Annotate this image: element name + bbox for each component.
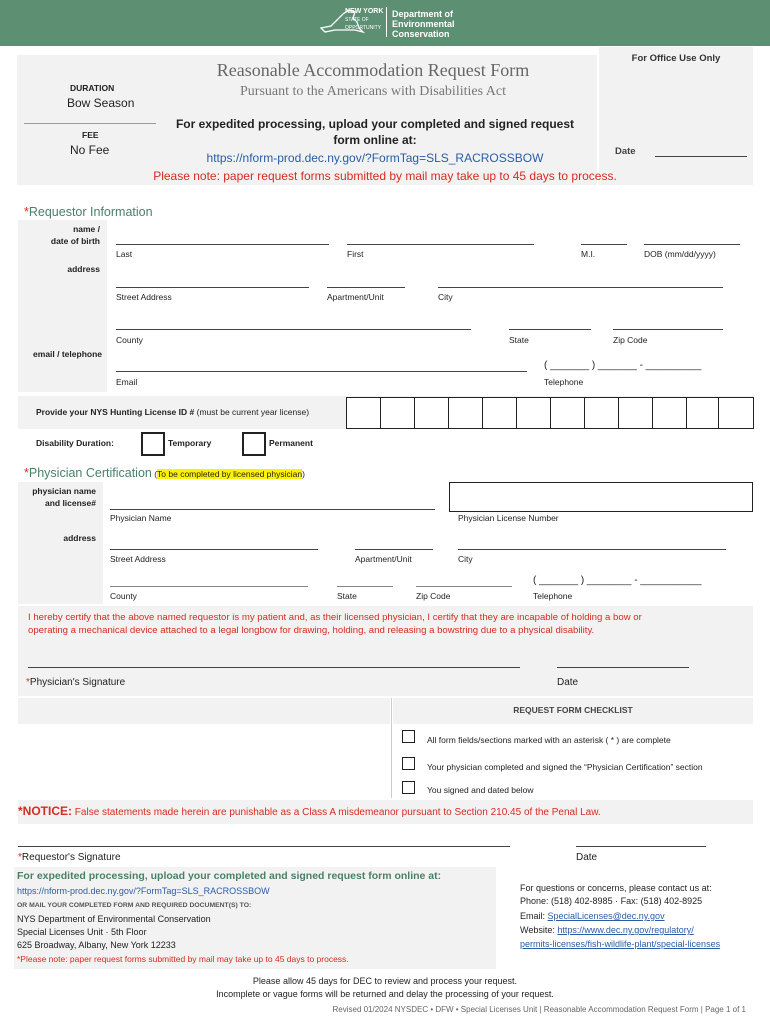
state-logo-text xyxy=(345,8,383,32)
physician-signature-field[interactable] xyxy=(28,667,520,668)
notice-label: NOTICE: xyxy=(22,804,73,818)
requestor-heading-text: Requestor Information xyxy=(28,205,153,219)
telephone-caption: Telephone xyxy=(544,377,584,387)
license-cell-divider xyxy=(652,397,653,428)
requestor-date-caption: Date xyxy=(576,852,598,863)
office-date-label: Date xyxy=(615,146,636,157)
state-line3: OPPORTUNITY xyxy=(345,25,382,31)
physician-heading: *Physician Certification (To be completed by licensed physician) xyxy=(24,466,305,480)
physician-county-caption: County xyxy=(110,591,137,601)
duration-label: DURATION xyxy=(70,83,115,93)
physician-city-caption: City xyxy=(458,554,473,564)
header-bar xyxy=(0,0,770,46)
license-cell-divider xyxy=(414,397,415,428)
footer-expedite: For expedited processing, upload your completed and signed request form online at: xyxy=(17,870,442,882)
last-caption: Last xyxy=(116,249,133,259)
physician-highlight-note: To be completed by licensed physician xyxy=(157,469,303,479)
duration-value: Bow Season xyxy=(67,96,135,110)
dept-line3: Conservation xyxy=(392,29,450,39)
license-prompt xyxy=(36,407,309,417)
dob-field[interactable] xyxy=(644,244,740,245)
dob-label: date of birth xyxy=(50,236,100,246)
notice-text: *NOTICE: False statements made herein are punishable as a Class A misdemeanor pursuant to Section 210.45 of the Penal Law. xyxy=(18,804,601,818)
first-caption: First xyxy=(347,249,364,259)
contact-email-label: Email: xyxy=(520,911,546,921)
physician-name-label: physician name xyxy=(32,486,96,496)
revision-footer: Revised 01/2024 NYSDEC • DFW • Special Licenses Unit | Reasonable Accommodation Request Form | Page 1 of 1 xyxy=(332,1005,746,1014)
requestor-heading: *Requestor Information xyxy=(24,205,153,219)
checklist-item-2: Your physician completed and signed the “Physician Certification” section xyxy=(427,762,703,772)
state-line2: STATE OF xyxy=(345,17,369,23)
form-subtitle: Pursuant to the Americans with Disabilities Act xyxy=(240,84,506,99)
middle-initial-field[interactable] xyxy=(581,244,627,245)
fee-label: FEE xyxy=(82,130,99,140)
checklist-divider xyxy=(391,698,392,798)
state-line1: NEW YORK xyxy=(345,8,384,15)
dob-caption: DOB (mm/dd/yyyy) xyxy=(644,249,716,259)
physician-state-caption: State xyxy=(337,591,357,601)
contact-email-row xyxy=(520,911,665,921)
address-label: address xyxy=(67,264,100,274)
checklist-checkbox-2[interactable] xyxy=(402,757,415,770)
footer-address-line2: Special Licenses Unit · 5th Floor xyxy=(17,927,147,937)
logo-divider xyxy=(386,7,387,37)
expedite-line2: form online at: xyxy=(333,133,417,147)
physician-date-caption: Date xyxy=(557,677,579,688)
email-field[interactable] xyxy=(116,371,527,372)
checklist-checkbox-1[interactable] xyxy=(402,730,415,743)
requestor-signature-caption: *Requestor's Signature xyxy=(18,852,121,863)
street-field[interactable] xyxy=(116,287,309,288)
physician-license-label: and license# xyxy=(44,498,96,508)
county-field[interactable] xyxy=(116,329,471,330)
license-cell-divider xyxy=(584,397,585,428)
physician-street-caption: Street Address xyxy=(110,554,166,564)
contact-email-link[interactable]: SpecialLicenses@dec.ny.gov xyxy=(547,911,665,921)
physician-apartment-field[interactable] xyxy=(355,549,433,550)
form-url-link[interactable]: https://nform-prod.dec.ny.gov/?FormTag=SLS_RACROSSBOW xyxy=(206,151,544,165)
processing-time-note: Please allow 45 days for DEC to review and process your request. xyxy=(252,976,518,986)
license-cell-divider xyxy=(718,397,719,428)
dept-line2: Environmental xyxy=(392,19,455,29)
contact-phone: Phone: (518) 402-8985 · Fax: (518) 402-8925 xyxy=(520,896,703,906)
physician-signature-text: Physician's Signature xyxy=(29,677,126,688)
license-cell-divider xyxy=(516,397,517,428)
contact-website-link[interactable]: https://www.dec.ny.gov/regulatory/ xyxy=(557,925,694,935)
contact-website-row xyxy=(520,925,694,935)
physician-signature-caption: *Physician's Signature xyxy=(26,677,126,688)
physician-date-field[interactable] xyxy=(557,667,689,668)
physician-apartment-caption: Apartment/Unit xyxy=(355,554,412,564)
footer-mail-heading: OR MAIL YOUR COMPLETED FORM AND REQUIRED DOCUMENT(S) TO: xyxy=(17,902,252,909)
physician-name-field[interactable] xyxy=(110,509,435,510)
form-title: Reasonable Accommodation Request Form xyxy=(216,60,530,80)
footer-mail-note: *Please note: paper request forms submitted by mail may take up to 45 days to process. xyxy=(17,954,349,964)
footer-url-link[interactable]: https://nform-prod.dec.ny.gov/?FormTag=SLS_RACROSSBOW xyxy=(17,886,270,896)
state-field[interactable] xyxy=(509,329,591,330)
apartment-field[interactable] xyxy=(327,287,405,288)
requestor-signature-field[interactable] xyxy=(18,846,510,847)
incomplete-forms-note: Incomplete or vague forms will be returned and delay the processing of your request. xyxy=(216,989,554,999)
dec-logo-text xyxy=(392,9,455,39)
physician-zip-caption: Zip Code xyxy=(416,591,451,601)
email-caption: Email xyxy=(116,377,138,387)
physician-state-field[interactable] xyxy=(337,586,393,587)
email-telephone-label: email / telephone xyxy=(33,349,102,359)
requestor-signature-text: Requestor's Signature xyxy=(21,852,121,863)
physician-city-field[interactable] xyxy=(458,549,726,550)
physician-license-number-field[interactable] xyxy=(449,482,753,512)
physician-license-caption: Physician License Number xyxy=(458,513,559,523)
license-cell-divider xyxy=(448,397,449,428)
name-label: name / xyxy=(73,224,100,234)
contact-website-label: Website: xyxy=(520,925,555,935)
office-use-label: For Office Use Only xyxy=(631,53,721,64)
telephone-field[interactable]: ( _______ ) _______ - __________ xyxy=(544,360,702,371)
checklist-left-panel xyxy=(18,698,390,724)
temporary-checkbox[interactable] xyxy=(141,432,165,456)
zip-caption: Zip Code xyxy=(613,335,648,345)
license-cell-divider xyxy=(550,397,551,428)
checklist-item-3: You signed and dated below xyxy=(427,785,534,795)
certification-line2: operating a mechanical device attached to a legal longbow for drawing, holding, and releasing a bowstring due to a physical disability. xyxy=(28,625,595,636)
license-prompt-rest: (must be current year license) xyxy=(196,407,310,417)
contact-website-link-cont[interactable]: permits-licenses/fish-wildlife-plant/special-licenses xyxy=(520,939,721,949)
certification-text xyxy=(28,611,750,637)
physician-zip-field[interactable] xyxy=(416,586,512,587)
license-prompt-bold: Provide your NYS Hunting License ID # xyxy=(36,407,195,417)
license-cell-divider xyxy=(618,397,619,428)
first-name-field[interactable] xyxy=(347,244,534,245)
checklist-item-1: All form fields/sections marked with an asterisk ( * ) are complete xyxy=(427,735,671,745)
physician-telephone-field[interactable]: ( _______ ) ________ - ___________ xyxy=(533,575,702,586)
permanent-checkbox[interactable] xyxy=(242,432,266,456)
mail-note: Please note: paper request forms submitted by mail may take up to 45 days to process. xyxy=(153,169,617,183)
dept-line1: Department of xyxy=(392,9,454,19)
checklist-title: REQUEST FORM CHECKLIST xyxy=(513,705,633,715)
permanent-label: Permanent xyxy=(269,438,313,448)
footer-address-line3: 625 Broadway, Albany, New York 12233 xyxy=(17,940,176,950)
license-cell-divider xyxy=(380,397,381,428)
footer-address-line1: NYS Department of Environmental Conservation xyxy=(17,914,211,924)
contact-intro: For questions or concerns, please contact us at: xyxy=(520,883,712,893)
notice-body: False statements made herein are punishable as a Class A misdemeanor pursuant to Section 210.45 of the Penal Law. xyxy=(74,807,601,818)
physician-heading-text: Physician Certification xyxy=(28,466,152,480)
state-caption: State xyxy=(509,335,529,345)
certification-line1: I hereby certify that the above named requestor is my patient and, as their licensed physician, I certify that they are incapable of holding a bow or xyxy=(28,612,642,623)
fee-value: No Fee xyxy=(70,143,110,157)
physician-street-field[interactable] xyxy=(110,549,318,550)
license-cell-divider xyxy=(482,397,483,428)
mi-caption: M.I. xyxy=(581,249,596,259)
physician-address-label: address xyxy=(63,533,96,543)
checklist-checkbox-3[interactable] xyxy=(402,781,415,794)
city-caption: City xyxy=(438,292,453,302)
physician-telephone-caption: Telephone xyxy=(533,591,573,601)
duration-divider xyxy=(24,123,156,124)
apartment-caption: Apartment/Unit xyxy=(327,292,384,302)
expedite-line1: For expedited processing, upload your completed and signed request xyxy=(175,117,575,131)
county-caption: County xyxy=(116,335,143,345)
requestor-date-field[interactable] xyxy=(576,846,706,847)
disability-duration-label: Disability Duration: xyxy=(36,438,114,448)
physician-county-field[interactable] xyxy=(110,586,308,587)
office-date-line xyxy=(655,156,747,157)
street-caption: Street Address xyxy=(116,292,172,302)
physician-name-caption: Physician Name xyxy=(110,513,172,523)
license-cell-divider xyxy=(686,397,687,428)
city-field[interactable] xyxy=(438,287,723,288)
last-name-field[interactable] xyxy=(116,244,329,245)
temporary-label: Temporary xyxy=(168,438,212,448)
zip-field[interactable] xyxy=(613,329,723,330)
